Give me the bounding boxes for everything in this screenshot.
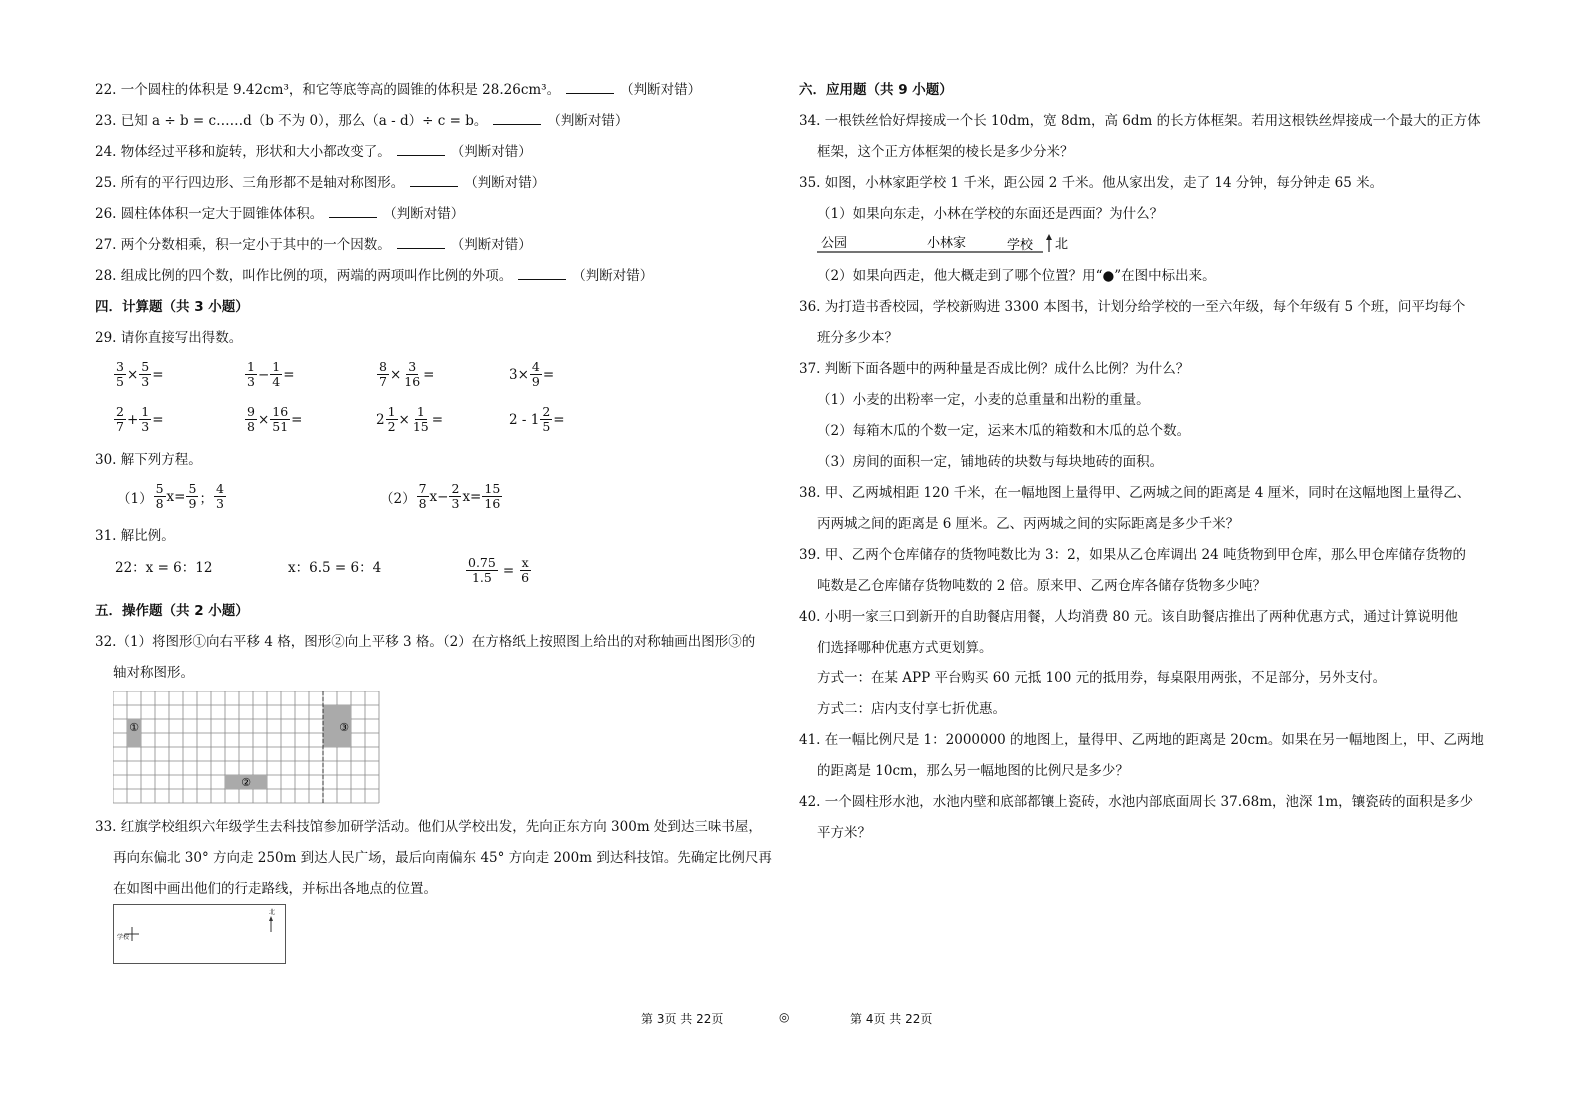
question-39-cont: 吨数是乙仓库储存货物吨数的 2 倍。原来甲、乙两仓库各储存货物多少吨？	[817, 578, 1267, 594]
question-23: 23. 已知 a ÷ b = c……d（b 不为 0），那么（a - d）÷ c = b。 （判断对错）	[95, 113, 629, 129]
answer-blank[interactable]	[518, 267, 566, 280]
question-42: 42. 一个圆柱形水池，水池内壁和底部都镶上瓷砖，水池内部底面周长 37.68m，池深 1m，镶瓷砖的面积是多少	[799, 794, 1474, 810]
label-3: ③	[339, 721, 349, 734]
equation-1: （1） $\frac{5}{8}$ x= $\frac{5}{9}$ ； $\frac{4}{3}$	[117, 481, 224, 511]
center-mark-icon: ◎	[779, 1010, 790, 1024]
answer-blank[interactable]	[410, 174, 458, 187]
calc-3: $\frac{8}{7}$ × $\frac{3}{16}$ =	[379, 359, 435, 389]
page-number-left: 第 3页 共 22页	[641, 1012, 724, 1026]
calc-5: $\frac{2}{7}$ + $\frac{1}{3}$ =	[116, 404, 164, 434]
question-33-cont1: 再向东偏北 30° 方向走 250m 到达人民广场，最后向南偏东 45° 方向走 200m 到达科技馆。先确定比例尺再	[113, 850, 772, 866]
proportion-1: 22：x = 6：12	[115, 560, 213, 576]
question-26: 26. 圆柱体体积一定大于圆锥体体积。 （判断对错）	[95, 206, 465, 222]
answer-blank[interactable]	[493, 112, 541, 125]
question-27: 27. 两个分数相乘，积一定小于其中的一个因数。 （判断对错）	[95, 237, 532, 253]
question-32: 32.（1）将图形①向右平移 4 格，图形②向上平移 3 格。（2）在方格纸上按照图上给出的对称轴画出图形③的	[95, 634, 756, 650]
section-4-heading: 四．计算题（共 3 小题）	[95, 299, 249, 315]
question-29: 29. 请你直接写出得数。	[95, 330, 243, 346]
question-33-cont2: 在如图中画出他们的行走路线，并标出各地点的位置。	[113, 881, 437, 897]
section-6-heading: 六．应用题（共 9 小题）	[799, 82, 953, 98]
question-40-option2: 方式二：店内支付享七折优惠。	[817, 701, 1006, 717]
answer-blank[interactable]	[397, 143, 445, 156]
question-35-1: （1）如果向东走，小林在学校的东面还是西面？为什么？	[817, 206, 1164, 222]
question-40-option1: 方式一：在某 APP 平台购买 60 元抵 100 元的抵用券，每桌限用两张，不足部分，另外支付。	[817, 670, 1387, 686]
calc-7: 2 $\frac{1}{2}$ × $\frac{1}{15}$ =	[376, 404, 444, 434]
equation-2: （2） $\frac{7}{8}$ x− $\frac{2}{3}$ x= $\frac{15}{16}$	[380, 481, 501, 511]
question-31: 31. 解比例。	[95, 528, 175, 544]
calc-2: $\frac{1}{3}$ − $\frac{1}{4}$ =	[247, 359, 295, 389]
question-37-1: （1）小麦的出粉率一定，小麦的总重量和出粉的重量。	[817, 392, 1150, 408]
question-22: 22. 一个圆柱的体积是 9.42cm³，和它等底等高的圆锥的体积是 28.26cm³。 （判断对错）	[95, 82, 702, 98]
page-number-right: 第 4页 共 22页	[850, 1012, 933, 1026]
question-33: 33. 红旗学校组织六年级学生去科技馆参加研学活动。他们从学校出发，先向正东方向 300m 处到达三味书屋，	[95, 819, 762, 835]
label-2: ②	[241, 776, 251, 789]
question-40: 40. 小明一家三口到新开的自助餐店用餐，人均消费 80 元。该自助餐店推出了两种优惠方式，通过计算说明他	[799, 609, 1459, 625]
proportion-2: x：6.5 = 6：4	[288, 560, 382, 576]
section-5-heading: 五．操作题（共 2 小题）	[95, 603, 249, 619]
question-37-2: （2）每箱木瓜的个数一定，运来木瓜的箱数和木瓜的总个数。	[817, 423, 1191, 439]
calc-4: 3× $\frac{4}{9}$ =	[509, 359, 555, 389]
calc-6: $\frac{9}{8}$ × $\frac{16}{51}$ =	[247, 404, 303, 434]
label-1: ①	[129, 721, 139, 734]
question-38-cont: 丙两城之间的距离是 6 厘米。乙、丙两城之间的实际距离是多少千米？	[817, 516, 1240, 532]
question-40-cont: 们选择哪种优惠方式更划算。	[817, 640, 993, 656]
calc-1: $\frac{3}{5}$ × $\frac{5}{3}$ =	[116, 359, 164, 389]
answer-blank[interactable]	[397, 236, 445, 249]
map-school-label: 学校	[117, 934, 130, 941]
question-32-cont: 轴对称图形。	[113, 665, 194, 681]
route-map[interactable]	[113, 904, 287, 966]
question-39: 39. 甲、乙两个仓库储存的货物吨数比为 3：2，如果从乙仓库调出 24 吨货物到甲仓库，那么甲仓库储存货物的	[799, 547, 1466, 563]
map-park: 公园	[821, 236, 848, 251]
map-north-label: 北	[269, 909, 276, 916]
question-41: 41. 在一幅比例尺是 1：2000000 的地图上，量得甲、乙两地的距离是 20cm。如果在另一幅地图上，甲、乙两地	[799, 732, 1484, 748]
proportion-3: $\frac{0.75}{1.5}$ = $\frac{x}{6}$	[468, 555, 530, 585]
calc-8: 2 - 1 $\frac{2}{5}$ =	[509, 404, 565, 434]
question-37: 37. 判断下面各题中的两种量是否成比例？成什么比例？为什么？	[799, 361, 1190, 377]
question-36: 36. 为打造书香校园，学校新购进 3300 本图书，计划分给学校的一至六年级，每个年级有 5 个班，问平均每个	[799, 299, 1466, 315]
question-30: 30. 解下列方程。	[95, 452, 202, 468]
map-home: 小林家	[927, 236, 967, 251]
map-north: 北	[1055, 237, 1069, 252]
question-35-2: （2）如果向西走，他大概走到了哪个位置？用“●”在图中标出来。	[817, 268, 1216, 284]
grid-figure[interactable]	[113, 691, 381, 807]
question-24: 24. 物体经过平移和旋转，形状和大小都改变了。 （判断对错）	[95, 144, 532, 160]
question-28: 28. 组成比例的四个数，叫作比例的项，两端的两项叫作比例的外项。 （判断对错）	[95, 268, 654, 284]
question-42-cont: 平方米？	[817, 825, 871, 841]
location-map[interactable]	[817, 232, 1077, 256]
question-41-cont: 的距离是 10cm，那么另一幅地图的比例尺是多少？	[817, 763, 1129, 779]
question-36-cont: 班分多少本？	[817, 330, 898, 346]
answer-blank[interactable]	[329, 205, 377, 218]
question-25: 25. 所有的平行四边形、三角形都不是轴对称图形。 （判断对错）	[95, 175, 546, 191]
question-34-cont: 框架，这个正方体框架的棱长是多少分米？	[817, 144, 1074, 160]
question-38: 38. 甲、乙两城相距 120 千米，在一幅地图上量得甲、乙两城之间的距离是 4 厘米，同时在这幅地图上量得乙、	[799, 485, 1471, 501]
question-37-3: （3）房间的面积一定，铺地砖的块数与每块地砖的面积。	[817, 454, 1164, 470]
question-35: 35. 如图，小林家距学校 1 千米，距公园 2 千米。他从家出发，走了 14 分钟，每分钟走 65 米。	[799, 175, 1384, 191]
question-34: 34. 一根铁丝恰好焊接成一个长 10dm，宽 8dm，高 6dm 的长方体框架。若用这根铁丝焊接成一个最大的正方体	[799, 113, 1481, 129]
answer-blank[interactable]	[566, 81, 614, 94]
map-school: 学校	[1007, 238, 1034, 253]
